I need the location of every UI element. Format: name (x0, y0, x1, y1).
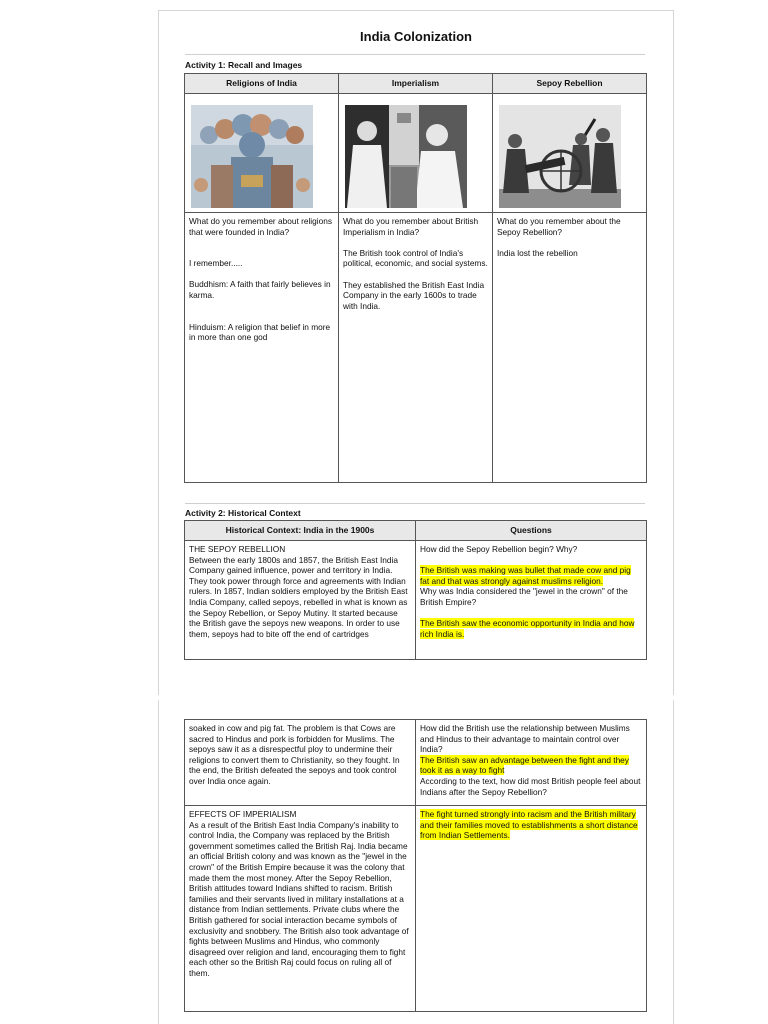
question-3: How did the British use the relationship between Muslims and Hindus to their advantage to maintain control over India? (420, 723, 630, 755)
image-cell-religions (185, 94, 339, 213)
religions-note-hinduism: Hinduism: A religion that belief in more in more than one god (189, 321, 331, 343)
question-4: According to the text, how did most British people feel about Indians after the Sepoy Rebellion? (420, 775, 641, 797)
document-page-2 (158, 700, 674, 1024)
image-cell-imperialism (339, 94, 493, 213)
document-page-1 (158, 10, 674, 695)
effects-heading: EFFECTS OF IMPERIALISM (189, 809, 297, 819)
sepoy-text-part1: Between the early 1800s and 1857, the British East India Company gained influence, power and territory in India. They took power through force and agreements with Indian rulers. In 1857, Indian soldiers employed by the British East India Company, called sepoys, rebelled in what is known as the Sepoy Rebellion, or Sepoy Mutiny. It started because the British gave the sepoys new weapons. In order to use them, sepoys had to bite off the end of cartridges (189, 554, 408, 639)
imperialism-question: What do you remember about British Imperialism in India? (343, 216, 479, 237)
british-colonial-image (345, 105, 467, 208)
header-religions: Religions of India (185, 74, 339, 94)
header-historical-context: Historical Context: India in the 1900s (185, 521, 416, 541)
title-divider (185, 54, 645, 55)
activity1-table (184, 73, 647, 483)
question-1: How did the Sepoy Rebellion begin? Why? (420, 544, 578, 554)
questions-cell-1 (416, 541, 647, 660)
hindu-deity-image (191, 105, 313, 208)
context-cell-effects (185, 806, 416, 1012)
questions-cell-3 (416, 806, 647, 1012)
header-sepoy: Sepoy Rebellion (493, 74, 647, 94)
header-questions: Questions (416, 521, 647, 541)
imperialism-notes (339, 213, 493, 483)
document-title: India Colonization (360, 29, 472, 44)
image-cell-sepoy (493, 94, 647, 213)
imperialism-answer-2: They established the British East India Company in the early 1600s to trade with India. (343, 279, 485, 311)
answer-1-highlight: The British was making was bullet that made cow and pig fat and that was strongly against muslims religion. (420, 565, 631, 586)
activity1-label: Activity 1: Recall and Images (185, 60, 303, 70)
activity2-table-part1 (184, 520, 647, 660)
context-cell-sepoy (185, 541, 416, 660)
sepoy-notes (493, 213, 647, 483)
religions-note-buddhism: Buddhism: A faith that fairly believes in karma. (189, 279, 331, 300)
activity2-label: Activity 2: Historical Context (185, 508, 301, 518)
imperialism-answer-1: The British took control of India's political, economic, and social systems. (343, 247, 488, 269)
questions-cell-2 (416, 720, 647, 806)
header-imperialism: Imperialism (339, 74, 493, 94)
context-cell-sepoy-continued (185, 720, 416, 806)
activity2-divider (185, 503, 645, 504)
answer-3-highlight: The British saw an advantage between the fight and they took it as a way to fight (420, 754, 629, 776)
religions-remember: I remember..... (189, 258, 243, 269)
answer-4-highlight: The fight turned strongly into racism and the British military and their families moved to establishments a short distance from Indian Settlements. (420, 809, 638, 841)
answer-2-highlight: The British saw the economic opportunity in India and how rich India is. (420, 618, 635, 639)
religions-notes (185, 213, 339, 483)
activity2-table-part2 (184, 719, 647, 1012)
sepoy-question: What do you remember about the Sepoy Rebellion? (497, 216, 621, 237)
question-2: Why was India considered the "jewel in the crown" of the British Empire? (420, 586, 628, 607)
religions-question: What do you remember about religions that were founded in India? (189, 216, 332, 237)
effects-text: As a result of the British East India Company's inability to control India, the Company was replaced by the British government sometimes called the British Raj. India became an official British colony and was known as the "jewel in the crown" of the British Empire because it was the colony that made them the most money. After the Sepoy Rebellion, British attitudes toward Indians shifted to racism. British families and their servants lived in military installations at a distance from Indian settlements. Private clubs where the British gathered for social interaction became symbols of exclusivity and snobbery. The British also took advantage of fights between Muslims and Hindus, who commonly disagreed over religion and land, encouraging them to fight each other so the British Raj could focus on ruling all of them. (189, 819, 409, 978)
sepoy-answer-1: India lost the rebellion (497, 247, 578, 258)
sepoy-heading: THE SEPOY REBELLION (189, 544, 286, 554)
sepoy-text-part2: soaked in cow and pig fat. The problem is that Cows are sacred to Hindus and pork is forbidden for Muslims. The sepoys saw it as a disrespectful ploy to undermine their religions to convert them to Christianity, so they fought. In the end, the British defeated the sepoys and took control over India once again. (189, 723, 400, 786)
sepoy-cannon-image (499, 105, 621, 208)
